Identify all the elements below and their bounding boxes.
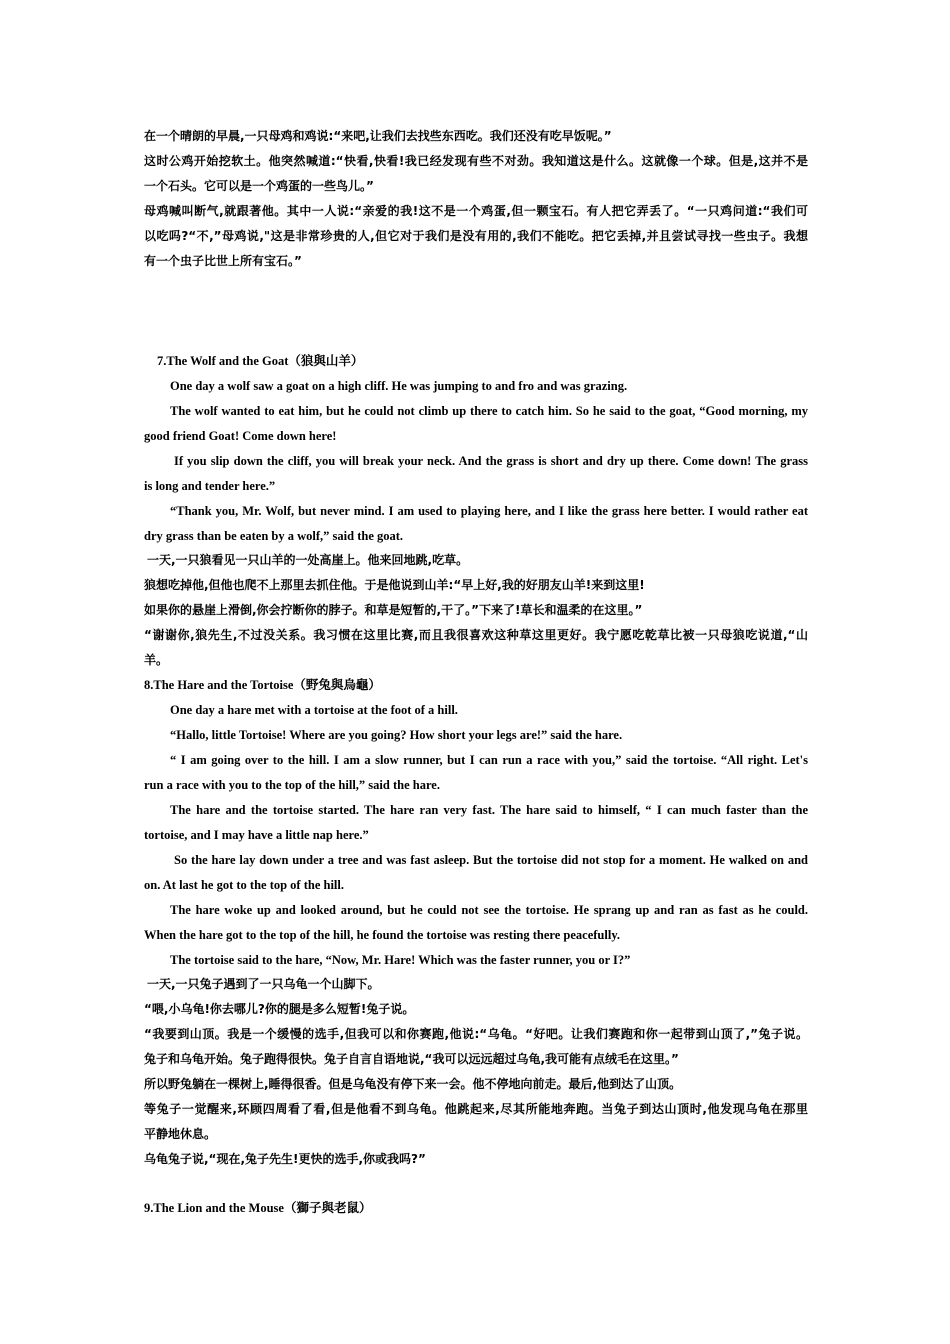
story8-cn-line: “喂,小乌龟!你去哪儿?你的腿是多么短暂!兔子说。 [144, 1002, 415, 1016]
story6-cn-line: 在一个晴朗的早晨,一只母鸡和鸡说:“来吧,让我们去找些东西吃。我们还没有吃早饭呢。” [144, 129, 612, 143]
story8-cn-line: 平静地休息。 [144, 1127, 217, 1141]
story7-cn-line: 如果你的悬崖上滑倒,你会拧断你的脖子。和草是短暂的,干了。”下来了!草长和温柔的在这里。” [144, 603, 643, 617]
story6-cn-line: 一个石头。它可以是一个鸡蛋的一些鸟儿。” [144, 179, 374, 193]
story7-en-line: “Thank you, Mr. Wolf, but never mind. I am used to playing here, and I like the grass here better. I would rather eat [170, 504, 808, 518]
story8-en-line: The hare woke up and looked around, but he could not see the tortoise. He sprang up and ran as fast as he could. [170, 903, 808, 917]
story7-cn-line: 狼想吃掉他,但他也爬不上那里去抓住他。于是他说到山羊:“早上好,我的好朋友山羊!来到这里! [144, 578, 645, 592]
story8-en-line: run a race with you to the top of the hill,” said the hare. [144, 778, 440, 792]
story7-cn-line: 羊。 [144, 653, 169, 667]
story7-en-line: One day a wolf saw a goat on a high cliff. He was jumping to and fro and was grazing. [170, 379, 628, 393]
story6-cn-line: 以吃吗?“不,”母鸡说,"这是非常珍贵的人,但它对于我们是没有用的,我们不能吃。把它丢掉,并且尝试寻找一些虫子。我想 [144, 229, 808, 243]
story7-en-line: If you slip down the cliff, you will break your neck. And the grass is short and dry up there. Come down! The grass [174, 454, 808, 468]
story7-en-line: dry grass than be eaten by a wolf,” said the goat. [144, 529, 404, 543]
story8-en-line: “Hallo, little Tortoise! Where are you going? How short your legs are!” said the hare. [170, 728, 623, 742]
story7-cn-line: “谢谢你,狼先生,不过没关系。我习惯在这里比赛,而且我很喜欢这种草这里更好。我宁愿吃乾草比被一只母狼吃说道,“山 [144, 628, 808, 642]
story7-cn-line: 一天,一只狼看见一只山羊的一处高崖上。他来回地跳,吃草。 [147, 553, 469, 567]
story8-cn-line: 一天,一只兔子遇到了一只乌龟一个山脚下。 [147, 977, 380, 991]
story8-en-line: The hare and the tortoise started. The hare ran very fast. The hare said to himself, “ I can much faster than the [170, 803, 808, 817]
story8-en-line: tortoise, and I may have a little nap here.” [144, 828, 369, 842]
story8-cn-line: “我要到山顶。我是一个缓慢的选手,但我可以和你赛跑,他说:“乌龟。“好吧。让我们赛跑和你一起带到山顶了,”兔子说。 [144, 1027, 808, 1041]
story6-cn-line: 有一个虫子比世上所有宝石。” [144, 254, 302, 268]
story9-title: 9.The Lion and the Mouse（獅子與老鼠） [144, 1201, 372, 1215]
story8-en-line: One day a hare met with a tortoise at the foot of a hill. [170, 703, 458, 717]
story7-en-line: The wolf wanted to eat him, but he could not climb up there to catch him. So he said to the goat, “Good morning, my [170, 404, 808, 418]
story8-cn-line: 乌龟兔子说,“现在,兔子先生!更快的选手,你或我吗?” [144, 1152, 426, 1166]
story8-en-line: “ I am going over to the hill. I am a slow runner, but I can run a race with you,” said the tortoise. “All right. Let's [170, 753, 808, 767]
story8-cn-line: 所以野兔躺在一棵树上,睡得很香。但是乌龟没有停下来一会。他不停地向前走。最后,他到达了山顶。 [144, 1077, 682, 1091]
story7-en-line: is long and tender here.” [144, 479, 276, 493]
story7-en-line: good friend Goat! Come down here! [144, 429, 337, 443]
story8-en-line: on. At last he got to the top of the hill. [144, 878, 344, 892]
story8-cn-line: 兔子和乌龟开始。兔子跑得很快。兔子自言自语地说,“我可以远远超过乌龟,我可能有点绒毛在这里。” [144, 1052, 679, 1066]
story8-en-line: The tortoise said to the hare, “Now, Mr. Hare! Which was the faster runner, you or I?” [170, 953, 631, 967]
story6-cn-line: 这时公鸡开始挖软土。他突然喊道:“快看,快看!我已经发现有些不对劲。我知道这是什么。这就像一个球。但是,这并不是 [144, 154, 808, 168]
story8-en-line: So the hare lay down under a tree and was fast asleep. But the tortoise did not stop for a moment. He walked on and [174, 853, 808, 867]
story6-cn-line: 母鸡喊叫断气,就跟著他。其中一人说:“亲爱的我!这不是一个鸡蛋,但一颗宝石。有人把它弄丢了。“一只鸡问道:“我们可 [144, 204, 808, 218]
story7-title: 7.The Wolf and the Goat（狼與山羊） [157, 354, 364, 368]
story8-en-line: When the hare got to the top of the hill, he found the tortoise was resting there peacefully. [144, 928, 621, 942]
story8-cn-line: 等兔子一觉醒来,环顾四周看了看,但是他看不到乌龟。他跳起来,尽其所能地奔跑。当兔子到达山顶时,他发现乌龟在那里 [144, 1102, 808, 1116]
story8-title: 8.The Hare and the Tortoise（野兔與烏龜） [144, 678, 381, 692]
